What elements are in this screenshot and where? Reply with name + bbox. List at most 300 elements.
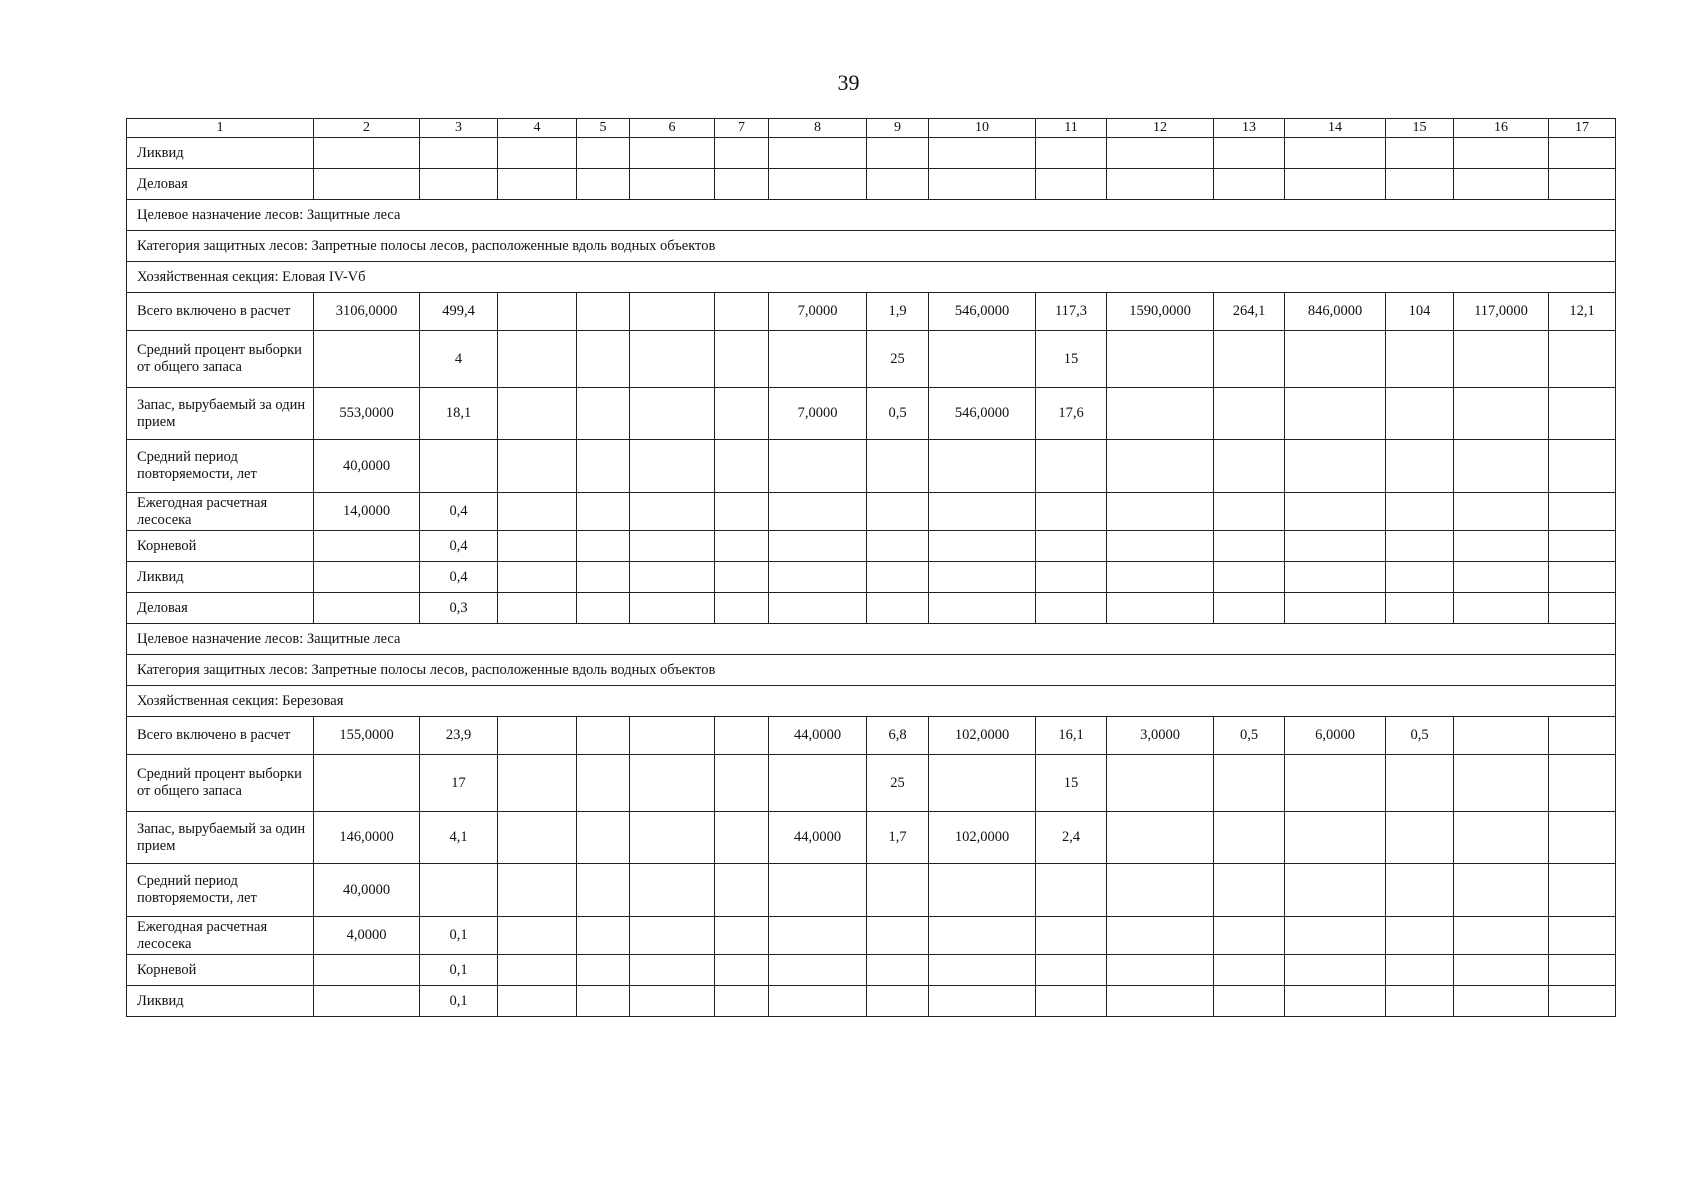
row-label: Запас, вырубаемый за один прием: [127, 812, 314, 864]
table-cell: [715, 955, 769, 986]
table-cell: [867, 593, 929, 624]
table-cell: [1107, 388, 1214, 440]
table-cell: [929, 138, 1036, 169]
table-cell: [1285, 531, 1386, 562]
table-cell: 40,0000: [314, 440, 420, 493]
table-cell: [630, 388, 715, 440]
column-number-cell: 4: [498, 119, 577, 138]
table-cell: [1549, 593, 1616, 624]
table-cell: [1214, 812, 1285, 864]
table-cell: [1386, 755, 1454, 812]
table-cell: [577, 955, 630, 986]
table-cell: [1285, 593, 1386, 624]
table-cell: [314, 138, 420, 169]
table-cell: [1454, 812, 1549, 864]
table-cell: [1214, 917, 1285, 955]
table-cell: [1285, 169, 1386, 200]
table-cell: [769, 593, 867, 624]
table-cell: 0,4: [420, 531, 498, 562]
table-cell: [630, 331, 715, 388]
table-cell: [630, 593, 715, 624]
table-cell: [1285, 493, 1386, 531]
table-cell: [314, 593, 420, 624]
table-cell: 117,3: [1036, 293, 1107, 331]
table-cell: 15: [1036, 331, 1107, 388]
table-cell: [867, 955, 929, 986]
column-number-cell: 11: [1036, 119, 1107, 138]
row-label: Всего включено в расчет: [127, 717, 314, 755]
table-cell: [498, 169, 577, 200]
table-cell: 3106,0000: [314, 293, 420, 331]
table-cell: 117,0000: [1454, 293, 1549, 331]
row-label: Ликвид: [127, 562, 314, 593]
table-cell: [1549, 440, 1616, 493]
table-cell: [498, 531, 577, 562]
column-number-cell: 2: [314, 119, 420, 138]
table-cell: [1386, 169, 1454, 200]
table-cell: [577, 562, 630, 593]
table-cell: [769, 138, 867, 169]
table-cell: 0,5: [1214, 717, 1285, 755]
table-cell: [577, 138, 630, 169]
forest-calculation-table: [126, 118, 1616, 1017]
table-cell: [630, 293, 715, 331]
table-cell: [929, 986, 1036, 1017]
table-cell: [715, 138, 769, 169]
section-row: [127, 231, 1616, 262]
column-number-cell: 15: [1386, 119, 1454, 138]
table-cell: [498, 955, 577, 986]
table-cell: 4: [420, 331, 498, 388]
table-cell: [577, 864, 630, 917]
column-number-cell: 6: [630, 119, 715, 138]
table-cell: [577, 986, 630, 1017]
table-cell: 40,0000: [314, 864, 420, 917]
table-cell: [1107, 986, 1214, 1017]
row-label: Запас, вырубаемый за один прием: [127, 388, 314, 440]
table-cell: 12,1: [1549, 293, 1616, 331]
table-cell: [1214, 593, 1285, 624]
table-cell: [1036, 169, 1107, 200]
table-cell: 546,0000: [929, 293, 1036, 331]
section-row: [127, 262, 1616, 293]
table-cell: [929, 331, 1036, 388]
table-cell: [1549, 562, 1616, 593]
table-cell: [1549, 169, 1616, 200]
table-cell: 6,0000: [1285, 717, 1386, 755]
table-cell: [1454, 864, 1549, 917]
table-row: [127, 440, 1616, 493]
row-label: Ликвид: [127, 986, 314, 1017]
table-cell: [577, 169, 630, 200]
table-cell: [769, 562, 867, 593]
column-number-cell: 7: [715, 119, 769, 138]
table-cell: [1549, 917, 1616, 955]
column-number-cell: 9: [867, 119, 929, 138]
table-cell: [577, 755, 630, 812]
table-cell: 155,0000: [314, 717, 420, 755]
table-cell: [420, 169, 498, 200]
table-row: [127, 812, 1616, 864]
table-cell: [314, 169, 420, 200]
table-cell: [498, 812, 577, 864]
table-cell: [1454, 138, 1549, 169]
table-cell: [1107, 593, 1214, 624]
table-cell: [715, 493, 769, 531]
table-cell: [630, 864, 715, 917]
table-cell: [498, 388, 577, 440]
table-cell: [1454, 593, 1549, 624]
row-label: Средний период повторяемости, лет: [127, 864, 314, 917]
table-cell: [498, 331, 577, 388]
table-cell: [577, 293, 630, 331]
table-cell: [715, 169, 769, 200]
table-cell: 16,1: [1036, 717, 1107, 755]
section-heading: Категория защитных лесов: Запретные полосы лесов, расположенные вдоль водных объектов: [127, 231, 1616, 262]
table-cell: [769, 440, 867, 493]
table-cell: [420, 864, 498, 917]
row-label: Корневой: [127, 955, 314, 986]
table-cell: [929, 755, 1036, 812]
table-cell: 3,0000: [1107, 717, 1214, 755]
table-cell: [1036, 440, 1107, 493]
table-cell: 846,0000: [1285, 293, 1386, 331]
table-cell: 1,7: [867, 812, 929, 864]
table-cell: [715, 293, 769, 331]
table-cell: [314, 331, 420, 388]
table-cell: [769, 531, 867, 562]
table-row: [127, 562, 1616, 593]
table-cell: [1386, 388, 1454, 440]
table-cell: [577, 717, 630, 755]
table-cell: 499,4: [420, 293, 498, 331]
table-cell: [929, 917, 1036, 955]
row-label: Всего включено в расчет: [127, 293, 314, 331]
table-cell: [1107, 955, 1214, 986]
table-cell: [630, 717, 715, 755]
table-cell: [929, 531, 1036, 562]
table-cell: [867, 493, 929, 531]
table-cell: [1386, 531, 1454, 562]
table-cell: 14,0000: [314, 493, 420, 531]
table-cell: [1214, 864, 1285, 917]
table-row: [127, 493, 1616, 531]
table-row: [127, 755, 1616, 812]
table-cell: [498, 440, 577, 493]
table-cell: [1214, 986, 1285, 1017]
table-cell: [1285, 812, 1386, 864]
table-cell: [1107, 812, 1214, 864]
table-row: [127, 917, 1616, 955]
table-cell: [1214, 755, 1285, 812]
table-cell: [1036, 138, 1107, 169]
table-cell: [1285, 955, 1386, 986]
table-cell: [1107, 440, 1214, 493]
table-cell: [769, 331, 867, 388]
section-row: [127, 686, 1616, 717]
table-cell: [1549, 955, 1616, 986]
table-row: [127, 531, 1616, 562]
table-cell: [867, 440, 929, 493]
table-cell: [1549, 388, 1616, 440]
table-cell: [1107, 917, 1214, 955]
section-heading: Хозяйственная секция: Еловая IV-Vб: [127, 262, 1616, 293]
table-cell: [420, 138, 498, 169]
table-cell: [498, 138, 577, 169]
table-cell: [1549, 864, 1616, 917]
table-cell: [1214, 440, 1285, 493]
table-cell: [630, 812, 715, 864]
table-cell: [1285, 440, 1386, 493]
section-row: [127, 200, 1616, 231]
table-cell: [867, 562, 929, 593]
table-cell: [1386, 493, 1454, 531]
table-cell: [715, 562, 769, 593]
column-number-cell: 3: [420, 119, 498, 138]
column-number-cell: 1: [127, 119, 314, 138]
table-cell: [769, 169, 867, 200]
table-cell: 553,0000: [314, 388, 420, 440]
table-cell: 18,1: [420, 388, 498, 440]
section-heading: Целевое назначение лесов: Защитные леса: [127, 624, 1616, 655]
table-cell: [1285, 331, 1386, 388]
column-number-cell: 14: [1285, 119, 1386, 138]
section-heading: Хозяйственная секция: Березовая: [127, 686, 1616, 717]
table-cell: 6,8: [867, 717, 929, 755]
table-cell: [1549, 138, 1616, 169]
table-row: [127, 864, 1616, 917]
column-number-cell: 10: [929, 119, 1036, 138]
table-cell: 44,0000: [769, 717, 867, 755]
table-cell: [715, 755, 769, 812]
row-label: Средний период повторяемости, лет: [127, 440, 314, 493]
table-cell: [577, 440, 630, 493]
table-cell: 0,5: [867, 388, 929, 440]
table-cell: [1386, 917, 1454, 955]
table-cell: [1214, 562, 1285, 593]
table-cell: [1214, 388, 1285, 440]
table-cell: 23,9: [420, 717, 498, 755]
table-cell: 4,1: [420, 812, 498, 864]
column-number-cell: 8: [769, 119, 867, 138]
table-cell: [577, 388, 630, 440]
table-cell: [1454, 717, 1549, 755]
table-cell: [1386, 331, 1454, 388]
table-cell: 25: [867, 755, 929, 812]
table-row: [127, 986, 1616, 1017]
table-cell: [715, 440, 769, 493]
table-cell: [715, 331, 769, 388]
row-label: Ликвид: [127, 138, 314, 169]
section-row: [127, 624, 1616, 655]
table-cell: [1454, 169, 1549, 200]
table-cell: 0,3: [420, 593, 498, 624]
table-cell: [715, 864, 769, 917]
table-cell: [867, 138, 929, 169]
table-cell: [769, 493, 867, 531]
page-number: 39: [837, 70, 860, 95]
table-cell: [715, 917, 769, 955]
table-cell: [1107, 864, 1214, 917]
table-cell: [577, 593, 630, 624]
table-cell: [1454, 955, 1549, 986]
table-cell: [498, 917, 577, 955]
table-cell: [1107, 755, 1214, 812]
table-row: [127, 169, 1616, 200]
table-cell: [498, 717, 577, 755]
row-label: Средний процент выборки от общего запаса: [127, 331, 314, 388]
section-heading: Категория защитных лесов: Запретные полосы лесов, расположенные вдоль водных объектов: [127, 655, 1616, 686]
table-cell: 0,5: [1386, 717, 1454, 755]
table-cell: [630, 440, 715, 493]
table-cell: [1386, 955, 1454, 986]
table-cell: [1214, 955, 1285, 986]
table-cell: [1036, 986, 1107, 1017]
table-cell: 2,4: [1036, 812, 1107, 864]
table-cell: [577, 331, 630, 388]
table-row: [127, 717, 1616, 755]
table-cell: 0,1: [420, 955, 498, 986]
table-cell: [630, 955, 715, 986]
table-cell: 104: [1386, 293, 1454, 331]
table-cell: [314, 755, 420, 812]
table-cell: [1036, 593, 1107, 624]
table-cell: [498, 293, 577, 331]
table-cell: [498, 593, 577, 624]
table-cell: [1454, 440, 1549, 493]
table-row: [127, 293, 1616, 331]
table-cell: [1285, 864, 1386, 917]
table-cell: [577, 493, 630, 531]
table-cell: [715, 593, 769, 624]
table-cell: [1454, 388, 1549, 440]
column-number-cell: 5: [577, 119, 630, 138]
column-number-cell: 16: [1454, 119, 1549, 138]
row-label: Деловая: [127, 169, 314, 200]
table-row: [127, 955, 1616, 986]
table-cell: [1454, 531, 1549, 562]
table-cell: [1549, 812, 1616, 864]
table-cell: [1036, 955, 1107, 986]
row-label: Ежегодная расчетная лесосека: [127, 493, 314, 531]
table-cell: [1386, 593, 1454, 624]
table-cell: [498, 986, 577, 1017]
table-cell: [1285, 138, 1386, 169]
table-cell: [867, 864, 929, 917]
table-cell: [1454, 331, 1549, 388]
table-cell: [1386, 562, 1454, 593]
table-cell: 1590,0000: [1107, 293, 1214, 331]
table-cell: [314, 531, 420, 562]
table-cell: [1285, 755, 1386, 812]
table-cell: [769, 864, 867, 917]
table-cell: [577, 917, 630, 955]
table-cell: [577, 812, 630, 864]
table-cell: [715, 717, 769, 755]
table-cell: [769, 755, 867, 812]
table-cell: [1386, 812, 1454, 864]
table-cell: 17,6: [1036, 388, 1107, 440]
table-cell: [1454, 562, 1549, 593]
table-cell: [314, 955, 420, 986]
table-cell: 102,0000: [929, 717, 1036, 755]
row-label: Средний процент выборки от общего запаса: [127, 755, 314, 812]
table-cell: 7,0000: [769, 388, 867, 440]
table-cell: [929, 562, 1036, 593]
table-cell: [1107, 138, 1214, 169]
table-cell: 7,0000: [769, 293, 867, 331]
table-cell: 264,1: [1214, 293, 1285, 331]
column-number-cell: 17: [1549, 119, 1616, 138]
table-cell: [1285, 562, 1386, 593]
column-number-cell: 12: [1107, 119, 1214, 138]
table-cell: [1214, 169, 1285, 200]
table-cell: [1454, 755, 1549, 812]
table-cell: [929, 593, 1036, 624]
table-cell: [1285, 917, 1386, 955]
table-cell: [1386, 440, 1454, 493]
table-cell: [1107, 493, 1214, 531]
table-cell: 17: [420, 755, 498, 812]
table-cell: [630, 138, 715, 169]
table-cell: [1214, 531, 1285, 562]
table-cell: 0,1: [420, 986, 498, 1017]
table-cell: [715, 531, 769, 562]
table-cell: [715, 388, 769, 440]
table-cell: [630, 531, 715, 562]
table-cell: [867, 531, 929, 562]
table-cell: [1214, 331, 1285, 388]
table-cell: [314, 562, 420, 593]
table-cell: [498, 755, 577, 812]
table-row: [127, 388, 1616, 440]
table-cell: 102,0000: [929, 812, 1036, 864]
table-cell: [630, 986, 715, 1017]
table-cell: [630, 169, 715, 200]
table-cell: 44,0000: [769, 812, 867, 864]
table-cell: [1454, 917, 1549, 955]
table-row: [127, 138, 1616, 169]
table-cell: [867, 917, 929, 955]
table-cell: [1107, 562, 1214, 593]
table-cell: [1214, 138, 1285, 169]
column-number-cell: 13: [1214, 119, 1285, 138]
table-cell: [1386, 986, 1454, 1017]
table-cell: [769, 986, 867, 1017]
table-cell: [1454, 986, 1549, 1017]
table-cell: [1036, 493, 1107, 531]
table-cell: [1285, 986, 1386, 1017]
table-cell: [1107, 531, 1214, 562]
table-row: [127, 331, 1616, 388]
table-cell: [929, 493, 1036, 531]
table-cell: [867, 986, 929, 1017]
column-number-row: [127, 119, 1616, 138]
table-cell: [1549, 986, 1616, 1017]
table-cell: [1285, 388, 1386, 440]
table-body: [127, 119, 1616, 1017]
table-cell: [1549, 493, 1616, 531]
section-heading: Целевое назначение лесов: Защитные леса: [127, 200, 1616, 231]
table-cell: [715, 986, 769, 1017]
table-cell: 546,0000: [929, 388, 1036, 440]
table-cell: [630, 755, 715, 812]
table-cell: [769, 917, 867, 955]
table-cell: [769, 955, 867, 986]
table-cell: [1549, 755, 1616, 812]
table-cell: 25: [867, 331, 929, 388]
table-cell: [630, 493, 715, 531]
